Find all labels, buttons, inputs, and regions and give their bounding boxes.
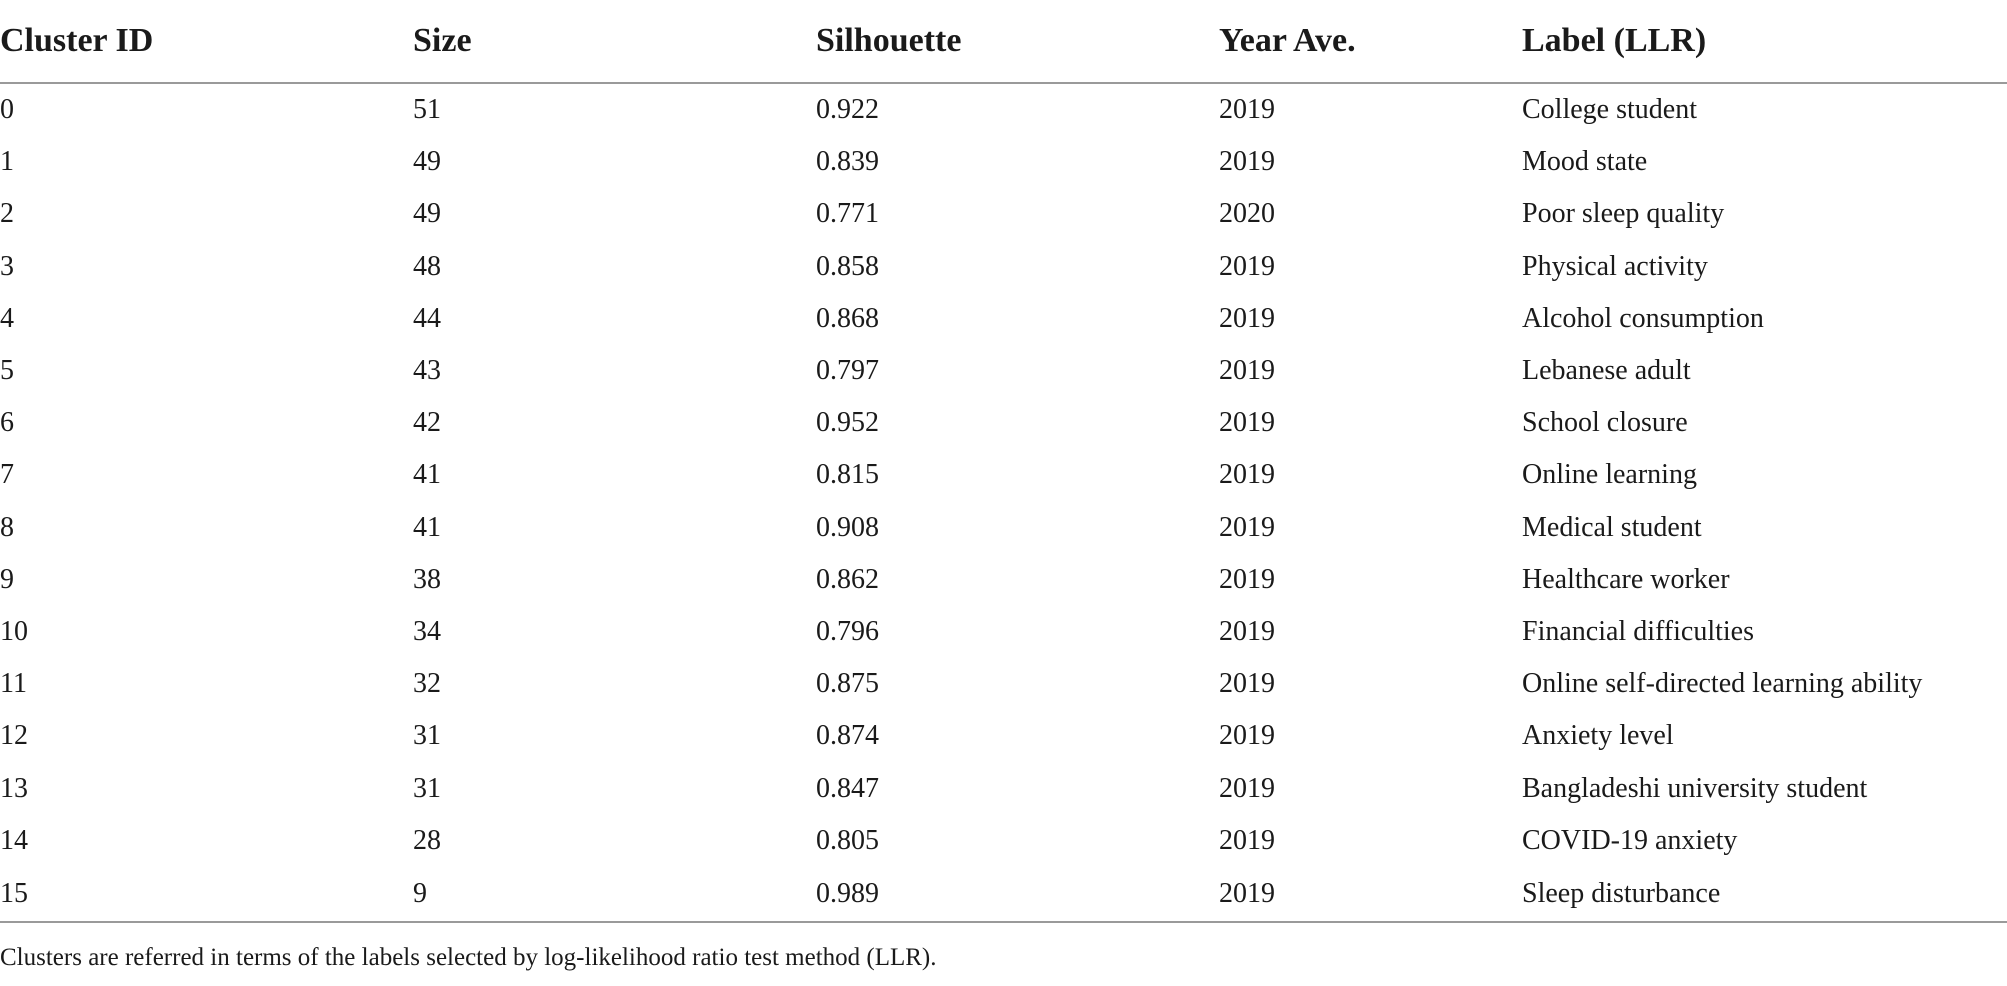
- cell-silhouette: 0.815: [816, 459, 879, 491]
- cell-year-ave: 2019: [1219, 146, 1275, 178]
- header-row: [0, 0, 2007, 83]
- table-row: [0, 449, 2007, 501]
- cell-silhouette: 0.796: [816, 615, 879, 647]
- cell-year-ave: 2019: [1219, 772, 1275, 804]
- cell-label: College student: [1522, 94, 1697, 126]
- cell-year-ave: 2020: [1219, 198, 1275, 230]
- cell-cluster-id: 1: [0, 146, 14, 178]
- cell-year-ave: 2019: [1219, 94, 1275, 126]
- cell-year-ave: 2019: [1219, 459, 1275, 491]
- cell-label: School closure: [1522, 407, 1688, 439]
- table-row: [0, 188, 2007, 240]
- table-row: [0, 867, 2007, 922]
- cell-silhouette: 0.874: [816, 720, 879, 752]
- table-row: [0, 136, 2007, 188]
- cell-size: 49: [413, 198, 441, 230]
- cell-cluster-id: 15: [0, 867, 413, 922]
- cell-silhouette: 0.771: [816, 198, 879, 230]
- cell-size: 51: [413, 94, 441, 126]
- cell-size: 28: [413, 824, 441, 856]
- cell-size: 41: [413, 511, 441, 543]
- table-footnote: Clusters are referred in terms of the labels selected by log-likelihood ratio test method (LLR).: [0, 944, 937, 971]
- cell-year-ave: 2019: [1219, 824, 1275, 856]
- cell-label: Alcohol consumption: [1522, 302, 1764, 334]
- cell-label: Online learning: [1522, 459, 1697, 491]
- cell-label: Physical activity: [1522, 250, 1708, 282]
- cell-cluster-id: 12: [0, 720, 28, 752]
- cell-label: Anxiety level: [1522, 720, 1674, 752]
- table-row: [0, 502, 2007, 554]
- cell-year-ave: 2019: [1219, 250, 1275, 282]
- cell-year-ave: 2019: [1219, 563, 1275, 595]
- table-row: [0, 345, 2007, 397]
- cell-silhouette: 0.868: [816, 302, 879, 334]
- cell-size: 31: [413, 772, 441, 804]
- cell-silhouette: 0.989: [816, 867, 1219, 922]
- table-row: [0, 554, 2007, 606]
- cell-year-ave: 2019: [1219, 668, 1275, 700]
- cell-cluster-id: 0: [0, 94, 14, 126]
- cell-year-ave: 2019: [1219, 407, 1275, 439]
- table-header: [0, 0, 2007, 83]
- cell-cluster-id: 3: [0, 250, 14, 282]
- cell-year-ave: 2019: [1219, 867, 1522, 922]
- header-silhouette: Silhouette: [816, 0, 1219, 83]
- cell-silhouette: 0.922: [816, 94, 879, 126]
- table-row: [0, 83, 2007, 136]
- cell-silhouette: 0.858: [816, 250, 879, 282]
- cell-cluster-id: 14: [0, 824, 28, 856]
- cell-label: Mood state: [1522, 146, 1648, 178]
- cell-label: Online self-directed learning ability: [1522, 668, 1923, 700]
- cell-size: 49: [413, 146, 441, 178]
- table-row: [0, 293, 2007, 345]
- table-row: [0, 710, 2007, 762]
- table-body: [0, 83, 2007, 922]
- cell-silhouette: 0.847: [816, 772, 879, 804]
- table-row: [0, 658, 2007, 710]
- cell-cluster-id: 8: [0, 511, 14, 543]
- cell-size: 32: [413, 668, 441, 700]
- cell-size: 9: [413, 867, 816, 922]
- cell-year-ave: 2019: [1219, 302, 1275, 334]
- cell-cluster-id: 13: [0, 772, 28, 804]
- cell-label: Healthcare worker: [1522, 563, 1730, 595]
- cell-silhouette: 0.952: [816, 407, 879, 439]
- header-year-ave: Year Ave.: [1219, 0, 1522, 83]
- cell-size: 34: [413, 615, 441, 647]
- cell-size: 31: [413, 720, 441, 752]
- cell-year-ave: 2019: [1219, 615, 1275, 647]
- cell-cluster-id: 7: [0, 459, 14, 491]
- cell-size: 44: [413, 302, 441, 334]
- header-cluster-id: Cluster ID: [0, 0, 413, 83]
- table-row: [0, 815, 2007, 867]
- cell-year-ave: 2019: [1219, 511, 1275, 543]
- cell-silhouette: 0.839: [816, 146, 879, 178]
- cell-label: Medical student: [1522, 511, 1702, 543]
- table-row: [0, 397, 2007, 449]
- cell-cluster-id: 6: [0, 407, 14, 439]
- cell-label: COVID-19 anxiety: [1522, 824, 1738, 856]
- cell-size: 41: [413, 459, 441, 491]
- header-label-llr: Label (LLR): [1522, 0, 2007, 83]
- table-row: [0, 606, 2007, 658]
- cell-cluster-id: 9: [0, 563, 14, 595]
- cell-cluster-id: 10: [0, 615, 28, 647]
- cell-silhouette: 0.908: [816, 511, 879, 543]
- cell-cluster-id: 2: [0, 198, 14, 230]
- cell-silhouette: 0.875: [816, 668, 879, 700]
- cell-size: 43: [413, 355, 441, 387]
- cell-label: Financial difficulties: [1522, 615, 1754, 647]
- cell-size: 48: [413, 250, 441, 282]
- cell-cluster-id: 11: [0, 668, 27, 700]
- cell-size: 42: [413, 407, 441, 439]
- cell-cluster-id: 4: [0, 302, 14, 334]
- cell-label: Bangladeshi university student: [1522, 772, 1868, 804]
- cell-label: Sleep disturbance: [1522, 867, 2007, 922]
- cell-year-ave: 2019: [1219, 355, 1275, 387]
- cell-year-ave: 2019: [1219, 720, 1275, 752]
- cell-label: Lebanese adult: [1522, 355, 1691, 387]
- cell-silhouette: 0.805: [816, 824, 879, 856]
- cell-size: 38: [413, 563, 441, 595]
- cell-label: Poor sleep quality: [1522, 198, 1725, 230]
- cell-cluster-id: 5: [0, 355, 14, 387]
- table-row: [0, 762, 2007, 814]
- cell-silhouette: 0.797: [816, 355, 879, 387]
- header-size: Size: [413, 0, 816, 83]
- cell-silhouette: 0.862: [816, 563, 879, 595]
- table-row: [0, 241, 2007, 293]
